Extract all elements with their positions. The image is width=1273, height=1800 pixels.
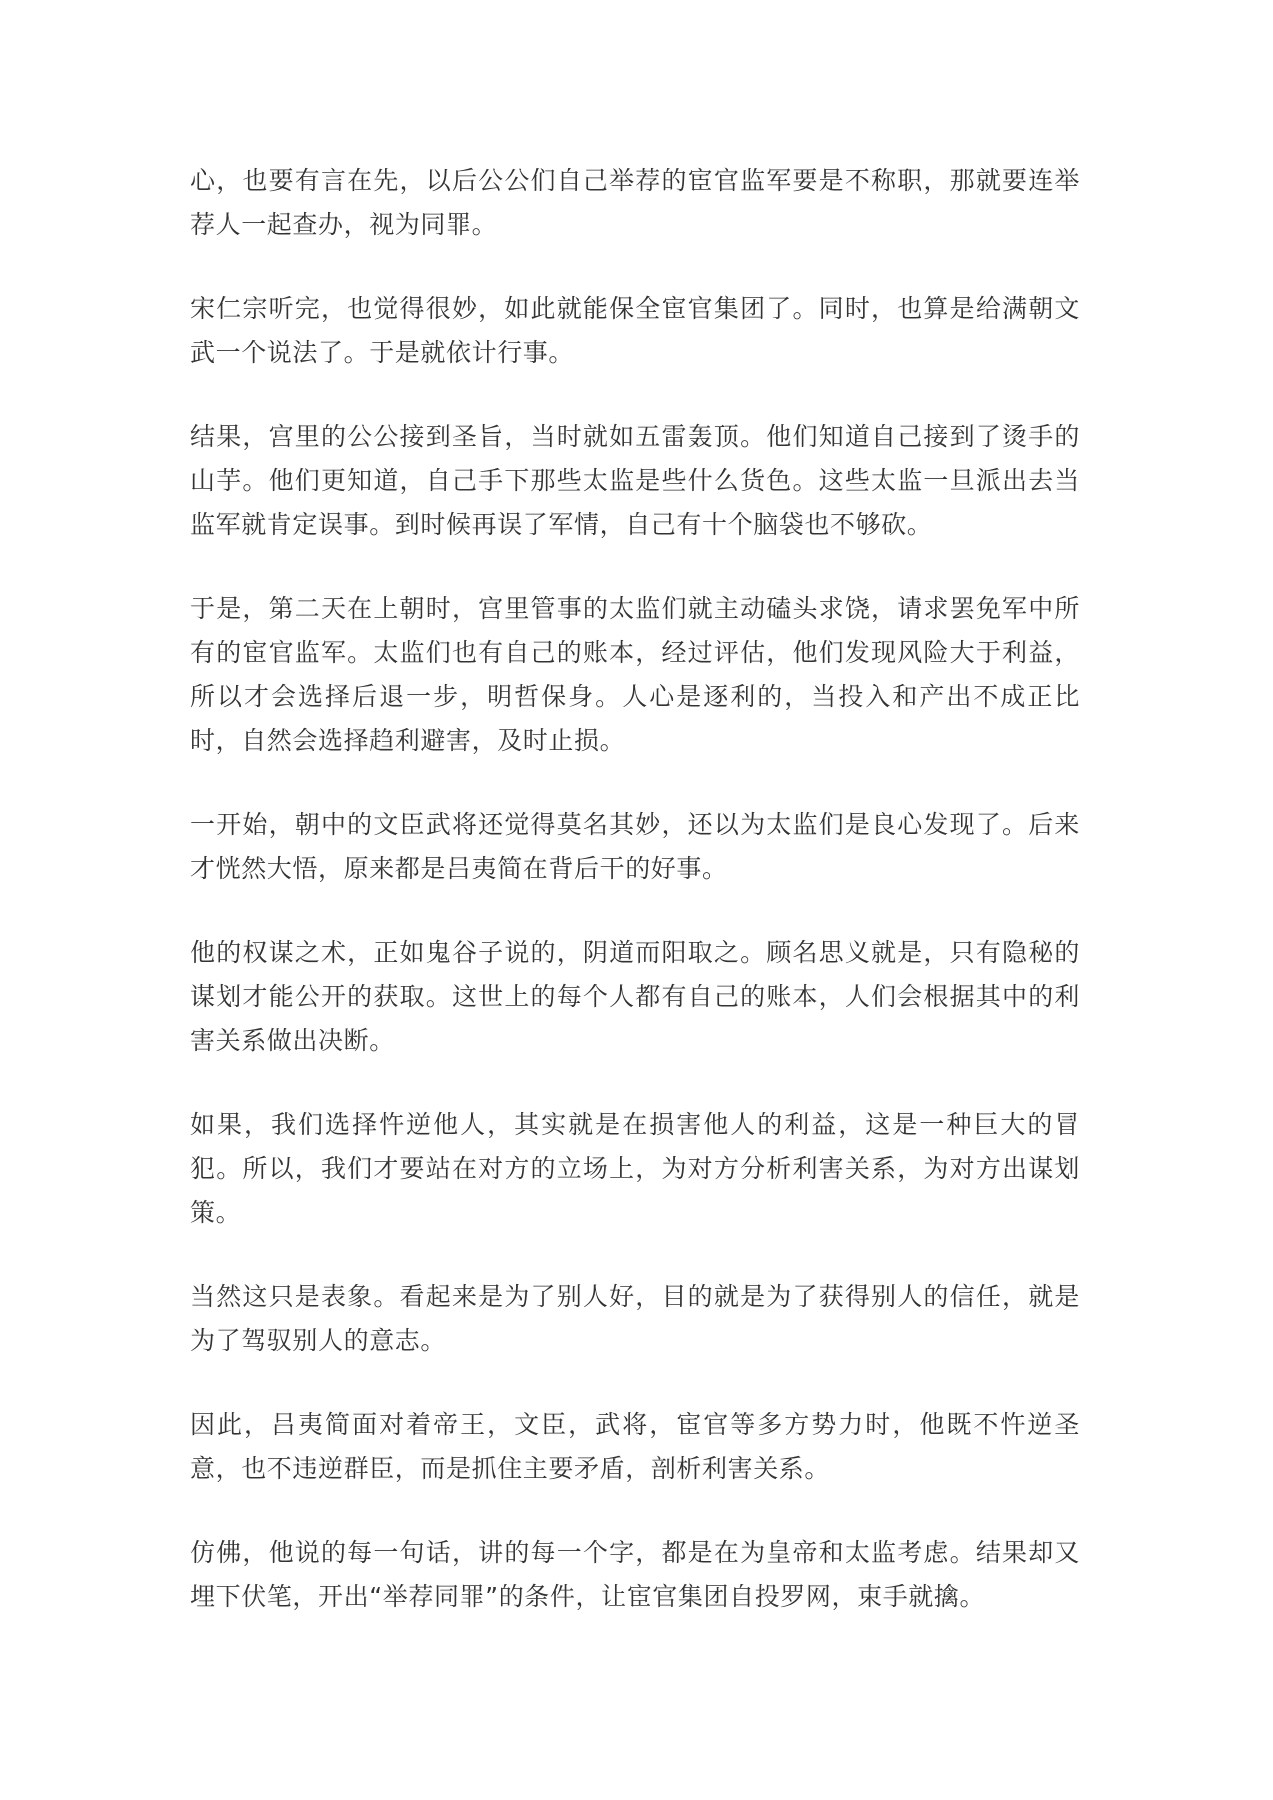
paragraph-5: 一开始，朝中的文臣武将还觉得莫名其妙，还以为太监们是良心发现了。后来才恍然大悟，原来都是吕夷简在背后干的好事。 <box>190 810 1080 883</box>
paragraph-7: 如果，我们选择忤逆他人，其实就是在损害他人的利益，这是一种巨大的冒犯。所以，我们才要站在对方的立场上，为对方分析利害关系，为对方出谋划策。 <box>190 1110 1080 1227</box>
paragraph-6: 他的权谋之术，正如鬼谷子说的，阴道而阳取之。顾名思义就是，只有隐秘的谋划才能公开的获取。这世上的每个人都有自己的账本，人们会根据其中的利害关系做出决断。 <box>190 938 1080 1055</box>
paragraph-8: 当然这只是表象。看起来是为了别人好，目的就是为了获得别人的信任，就是为了驾驭别人的意志。 <box>190 1282 1080 1355</box>
paragraph-10: 仿佛，他说的每一句话，讲的每一个字，都是在为皇帝和太监考虑。结果却又埋下伏笔，开出“举荐同罪”的条件，让宦官集团自投罗网，束手就擒。 <box>190 1538 1080 1611</box>
paragraph-4: 于是，第二天在上朝时，宫里管事的太监们就主动磕头求饶，请求罢免军中所有的宦官监军。太监们也有自己的账本，经过评估，他们发现风险大于利益，所以才会选择后退一步，明哲保身。人心是逐利的，当投入和产出不成正比时，自然会选择趋利避害，及时止损。 <box>190 594 1080 755</box>
paragraph-1: 心，也要有言在先，以后公公们自己举荐的宦官监军要是不称职，那就要连举荐人一起查办，视为同罪。 <box>190 166 1080 239</box>
paragraph-3: 结果，宫里的公公接到圣旨，当时就如五雷轰顶。他们知道自己接到了烫手的山芋。他们更知道，自己手下那些太监是些什么货色。这些太监一旦派出去当监军就肯定误事。到时候再误了军情，自己有十个脑袋也不够砍。 <box>190 422 1080 539</box>
paragraph-2: 宋仁宗听完，也觉得很妙，如此就能保全宦官集团了。同时，也算是给满朝文武一个说法了。于是就依计行事。 <box>190 294 1080 367</box>
paragraph-9: 因此，吕夷简面对着帝王，文臣，武将，宦官等多方势力时，他既不忤逆圣意，也不违逆群臣，而是抓住主要矛盾，剖析利害关系。 <box>190 1410 1080 1483</box>
article-body <box>190 159 1080 1659</box>
